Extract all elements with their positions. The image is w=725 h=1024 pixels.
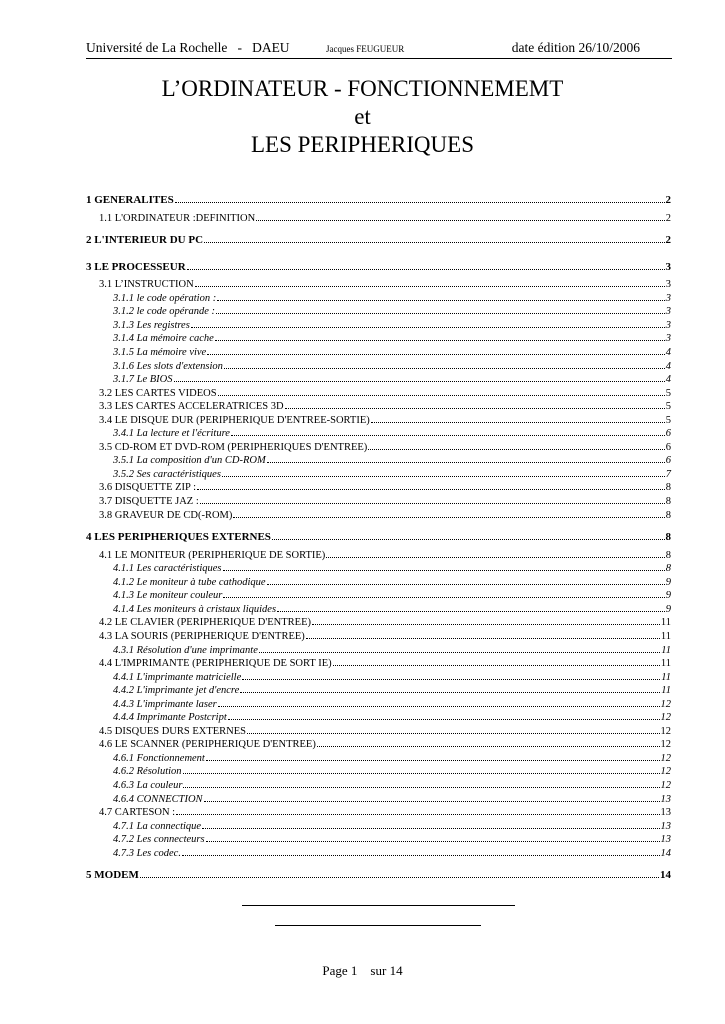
document-title-line-1: L’ORDINATEUR - FONCTIONNEMEMT <box>161 76 564 101</box>
toc-dot-leader <box>306 628 660 639</box>
toc-entry-title: 4.4.1 L'imprimante matricielle <box>113 671 242 683</box>
toc-entry-title: 4.4 L'IMPRIMANTE (PERIPHERIQUE DE SORT IE) <box>99 658 332 670</box>
toc-entry-title: 4.4.4 Imprimante Postcript <box>113 712 227 724</box>
toc-entry-page: 11 <box>661 685 671 697</box>
toc-entry-page: 8 <box>665 509 671 521</box>
toc-entry-title: 4.4.3 L'imprimante laser <box>113 698 217 710</box>
toc-entry-page: 3 <box>665 260 671 273</box>
toc-dot-leader <box>174 371 665 382</box>
toc-entry-page: 11 <box>661 644 671 656</box>
toc-entry-title: 3 LE PROCESSEUR <box>86 260 186 273</box>
toc-entry[interactable] <box>86 867 671 882</box>
toc-entry-title: 4.5 DISQUES DURS EXTERNES <box>99 725 247 737</box>
toc-entry-title: 3.1.6 Les slots d'extension <box>113 360 223 372</box>
toc-entry-page: 9 <box>665 576 671 588</box>
toc-entry-page: 3 <box>665 333 671 345</box>
toc-dot-leader <box>204 232 664 243</box>
toc-dot-leader <box>231 425 665 436</box>
toc-entry[interactable] <box>86 845 671 861</box>
toc-dot-leader <box>256 210 665 221</box>
toc-entry-title: 3.1.4 La mémoire cache <box>113 333 214 345</box>
toc-dot-leader <box>197 479 665 490</box>
toc-entry-title: 4.1.1 Les caractéristiques <box>113 563 222 575</box>
toc-entry-page: 2 <box>665 212 671 224</box>
toc-entry-title: 3.2 LES CARTES VIDEOS <box>99 387 217 399</box>
toc-entry-title: 3.6 DISQUETTE ZIP : <box>99 482 197 494</box>
toc-entry-title: 3.5 CD-ROM ET DVD-ROM (PERIPHERIQUES D'ENTREE) <box>99 441 368 453</box>
separator-rule-long <box>242 905 515 906</box>
toc-entry-page: 12 <box>660 780 671 791</box>
toc-entry-page: 8 <box>665 563 671 575</box>
toc-entry-title: 1 GENERALITES <box>86 194 174 206</box>
toc-entry-page: 11 <box>660 630 671 642</box>
toc-entry-page: 4 <box>665 374 671 386</box>
toc-entry-page: 12 <box>660 739 671 751</box>
toc-entry-page: 4 <box>665 360 671 372</box>
toc-dot-leader <box>277 601 665 612</box>
toc-dot-leader <box>333 655 660 666</box>
toc-entry-page: 12 <box>660 698 671 710</box>
toc-entry-title: 5 MODEM <box>86 869 139 882</box>
toc-entry-page: 9 <box>665 603 671 615</box>
toc-entry-page: 8 <box>665 549 671 561</box>
toc-entry-title: 4.1 LE MONITEUR (PERIPHERIQUE DE SORTIE) <box>99 549 326 561</box>
separator-rule-short <box>275 925 481 926</box>
toc-entry-title: 2 L'INTERIEUR DU PC <box>86 234 204 247</box>
toc-dot-leader <box>240 682 660 693</box>
toc-entry-title: 4.7.3 Les codec. <box>113 847 181 859</box>
toc-dot-leader <box>317 736 660 747</box>
toc-entry-title: 4.3 LA SOURIS (PERIPHERIQUE D'ENTREE) <box>99 630 305 642</box>
toc-entry-page: 6 <box>665 441 671 453</box>
toc-entry-page: 12 <box>660 752 671 764</box>
toc-dot-leader <box>224 358 665 369</box>
toc-dot-leader <box>326 547 664 558</box>
toc-entry-title: 3.7 DISQUETTE JAZ : <box>99 496 199 507</box>
toc-entry-title: 4.6.2 Résolution <box>113 766 182 778</box>
toc-entry-title: 1.1 L'ORDINATEUR :DEFINITION <box>99 212 256 224</box>
toc-dot-leader <box>223 560 665 571</box>
toc-entry[interactable] <box>86 507 671 523</box>
toc-entry-page: 13 <box>660 820 671 832</box>
toc-dot-leader <box>202 818 659 829</box>
toc-entry-page: 14 <box>660 847 671 859</box>
toc-dot-leader <box>175 192 665 203</box>
toc-dot-leader <box>195 276 665 287</box>
toc-entry-title: 3.1.5 La mémoire vive <box>113 346 207 358</box>
toc-dot-leader <box>206 831 660 842</box>
toc-entry-page: 5 <box>665 401 671 413</box>
toc-entry-title: 4.3.1 Résolution d'une imprimante <box>113 644 258 656</box>
toc-entry-title: 4.6.1 Fonctionnement <box>113 752 205 764</box>
toc-entry-title: 4.1.2 Le moniteur à tube cathodique <box>113 576 266 588</box>
toc-dot-leader <box>259 642 660 653</box>
toc-entry-title: 3.8 GRAVEUR DE CD(-ROM) <box>99 509 233 521</box>
toc-entry-page: 11 <box>660 658 671 670</box>
toc-dot-leader <box>140 867 659 878</box>
toc-dot-leader <box>222 466 665 477</box>
toc-entry-page: 12 <box>660 766 671 778</box>
toc-dot-leader <box>267 574 665 585</box>
toc-entry-title: 3.1.2 le code opérande : <box>113 306 216 318</box>
toc-entry-title: 3.1 L’INSTRUCTION <box>99 279 194 291</box>
toc-entry-page: 13 <box>660 793 671 805</box>
toc-dot-leader <box>216 303 665 314</box>
toc-entry-page: 12 <box>660 712 671 724</box>
toc-entry-page: 11 <box>661 671 671 683</box>
toc-entry-title: 3.1.1 le code opération : <box>113 292 217 304</box>
toc-dot-leader <box>187 259 665 270</box>
toc-entry-title: 3.5.1 La composition d'un CD-ROM <box>113 455 266 467</box>
toc-entry-title: 3.5.2 Ses caractéristiques <box>113 468 221 480</box>
toc-dot-leader <box>272 529 665 540</box>
toc-entry-title: 3.4 LE DISQUE DUR (PERIPHERIQUE D'ENTREE-SORTIE) <box>99 414 370 426</box>
toc-entry-title: 3.4.1 La lecture et l'écriture <box>113 428 230 440</box>
toc-dot-leader <box>233 507 664 518</box>
toc-entry[interactable] <box>86 259 671 274</box>
toc-dot-leader <box>191 317 665 328</box>
toc-entry-page: 13 <box>660 834 671 846</box>
toc-entry-page: 11 <box>660 617 671 629</box>
toc-entry-page: 12 <box>660 725 671 737</box>
toc-dot-leader <box>204 791 660 802</box>
toc-entry-title: 4.7 CARTESON : <box>99 807 176 819</box>
toc-entry-page: 6 <box>665 455 671 467</box>
toc-entry-title: 4.7.1 La connectique <box>113 820 202 832</box>
toc-entry[interactable] <box>86 192 671 207</box>
toc-entry-page: 7 <box>665 468 671 480</box>
toc-dot-leader <box>200 493 665 504</box>
toc-entry-page: 2 <box>665 234 671 247</box>
toc-entry-title: 3.1.7 Le BIOS <box>113 374 173 386</box>
document-title-line-3: LES PERIPHERIQUES <box>251 132 474 157</box>
toc-dot-leader <box>242 669 660 680</box>
toc-entry[interactable] <box>86 529 671 544</box>
page-number-footer: Page 1 sur 14 <box>322 963 403 978</box>
toc-dot-leader <box>215 330 665 341</box>
toc-dot-leader <box>228 709 660 720</box>
toc-dot-leader <box>176 804 659 815</box>
toc-dot-leader <box>285 398 665 409</box>
toc-entry-title: 4.4.2 L'imprimante jet d'encre <box>113 685 240 697</box>
header-institution: Université de La Rochelle - DAEU <box>86 40 290 55</box>
toc-dot-leader <box>312 614 660 625</box>
toc-entry-page: 6 <box>665 428 671 440</box>
toc-dot-leader <box>368 439 664 450</box>
toc-entry-page: 5 <box>665 387 671 399</box>
toc-entry-page: 8 <box>665 482 671 494</box>
toc-entry-title: 4.6.3 La couleur <box>113 780 183 791</box>
toc-entry-page: 5 <box>665 414 671 426</box>
toc-entry-title: 4.2 LE CLAVIER (PERIPHERIQUE D'ENTREE) <box>99 617 311 629</box>
toc-dot-leader <box>183 777 659 788</box>
toc-dot-leader <box>247 723 659 734</box>
toc-entry-page: 8 <box>665 531 671 544</box>
toc-entry-title: 4.6 LE SCANNER (PERIPHERIQUE D'ENTREE) <box>99 739 316 751</box>
toc-entry-title: 4 LES PERIPHERIQUES EXTERNES <box>86 531 271 544</box>
toc-entry-page: 3 <box>665 279 671 291</box>
toc-entry-title: 4.1.3 Le moniteur couleur <box>113 590 223 602</box>
toc-entry[interactable] <box>86 210 671 226</box>
toc-dot-leader <box>207 344 665 355</box>
toc-entry-page: 13 <box>660 807 671 819</box>
toc-dot-leader <box>371 412 665 423</box>
toc-dot-leader <box>218 696 660 707</box>
document-title-line-2: et <box>354 104 371 129</box>
toc-entry-page: 3 <box>665 306 671 318</box>
page-header <box>86 40 672 59</box>
toc-entry[interactable] <box>86 232 671 247</box>
toc-dot-leader <box>183 763 660 774</box>
header-author: Jacques FEUGUEUR <box>326 44 405 54</box>
toc-entry-page: 2 <box>665 194 671 206</box>
toc-entry-title: 4.7.2 Les connecteurs <box>113 834 205 846</box>
toc-entry-page: 4 <box>665 346 671 358</box>
toc-entry-page: 8 <box>665 496 671 507</box>
toc-entry-page: 3 <box>665 292 671 304</box>
header-edition-date: date édition 26/10/2006 <box>511 40 640 55</box>
toc-entry-page: 14 <box>660 869 671 882</box>
toc-dot-leader <box>223 587 664 598</box>
toc-dot-leader <box>182 845 660 856</box>
toc-entry-title: 4.1.4 Les moniteurs à cristaux liquides <box>113 603 277 615</box>
toc-dot-leader <box>217 290 665 301</box>
toc-entry-page: 9 <box>665 590 671 602</box>
toc-entry-page: 3 <box>665 319 671 331</box>
toc-entry-title: 3.3 LES CARTES ACCELERATRICES 3D <box>99 401 284 413</box>
toc-dot-leader <box>206 750 660 761</box>
toc-entry-title: 3.1.3 Les registres <box>113 319 190 331</box>
toc-dot-leader <box>218 385 665 396</box>
toc-entry-title: 4.6.4 CONNECTION <box>113 793 203 805</box>
toc-dot-leader <box>267 452 665 463</box>
